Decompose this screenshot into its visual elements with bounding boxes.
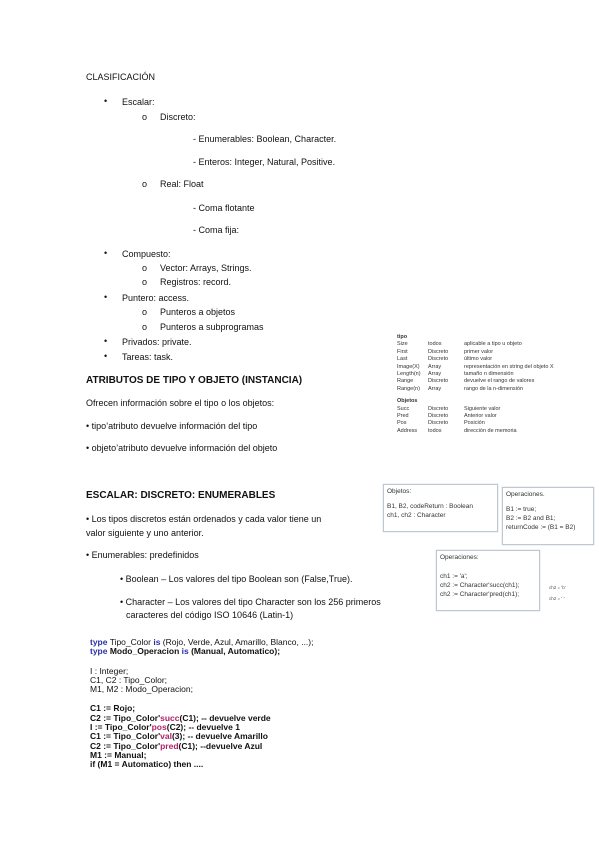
- table-cell: Discreto: [428, 378, 449, 385]
- registros-item: Registros: record.: [160, 277, 232, 287]
- objetos-box-line: B1, B2, codeReturn : Boolean: [387, 503, 474, 510]
- table-cell: rango de la n-dimensión: [464, 385, 524, 392]
- operaciones-boolean-box: [502, 487, 594, 545]
- code-line: type Modo_Operacion is (Manual, Automatico);: [90, 646, 281, 657]
- table-cell: todos: [428, 341, 442, 348]
- operaciones-box-line: ch2 := Character'succ(ch1);: [440, 582, 520, 589]
- table-row: [397, 428, 599, 435]
- character-item-line2: caracteres del código ISO 10646 (Latin-1): [126, 610, 294, 620]
- table-row: [397, 364, 599, 371]
- table-row: [397, 356, 599, 363]
- bullet: •: [104, 248, 108, 258]
- table-header-objetos: Objetos: [397, 398, 418, 405]
- objetos-box-title: Objetos:: [387, 488, 412, 495]
- bullet: •: [104, 292, 108, 302]
- table-cell: Array: [428, 385, 442, 392]
- table-row: [397, 413, 599, 420]
- section-title-enumerables: ESCALAR: DISCRETO: ENUMERABLES: [86, 490, 276, 501]
- vector-item: Vector: Arrays, Strings.: [160, 263, 252, 273]
- table-cell: tamaño n dimensión: [464, 371, 514, 378]
- table-cell: Discreto: [428, 413, 449, 420]
- table-row: [397, 406, 599, 413]
- table-cell: Pred: [397, 413, 409, 420]
- escalar-label: Escalar:: [122, 97, 155, 107]
- code-line: C1 := Tipo_Color'val(3); -- devuelve Amarillo: [90, 731, 268, 742]
- table-cell: representación en string del objeto X: [464, 363, 554, 370]
- code-line: if (M1 = Automatico) then ....: [90, 759, 204, 770]
- operaciones-box-line: B2 := B2 and B1;: [506, 515, 556, 522]
- objetos-box: [383, 484, 498, 532]
- code-line: C1, C2 : Tipo_Color;: [90, 674, 168, 685]
- table-cell: Last: [397, 356, 408, 363]
- table-header-tipo: tipo: [397, 334, 408, 340]
- operaciones-box-title: Operaciones.: [506, 491, 545, 498]
- table-cell: Succ: [397, 405, 410, 412]
- table-cell: Siguiente valor: [464, 405, 501, 412]
- operaciones-box-title: Operaciones:: [440, 554, 479, 561]
- bullet: •: [104, 351, 108, 361]
- atributos-intro: Ofrecen información sobre el tipo o los objetos:: [86, 398, 275, 408]
- boolean-item: • Boolean – Los valores del tipo Boolean son (False,True).: [120, 574, 353, 584]
- discreto-label: Discreto:: [160, 112, 196, 122]
- code-line: I := Tipo_Color'pos(C2); -- devuelve 1: [90, 722, 240, 733]
- table-cell: primer valor: [464, 348, 494, 355]
- operaciones-box-line: ch1 := 'a';: [440, 573, 468, 580]
- table-cell: Discreto: [428, 356, 449, 363]
- code-line: I : Integer;: [90, 665, 129, 676]
- enum-paragraph-line1: • Los tipos discretos están ordenados y cada valor tiene un: [86, 514, 322, 524]
- table-cell: Size: [397, 341, 408, 348]
- bullet: •: [104, 96, 108, 106]
- section-title-clasificacion: CLASIFICACIÓN: [86, 72, 156, 82]
- enum-paragraph-line2: valor siguiente y uno anterior.: [86, 528, 204, 538]
- table-row: [397, 349, 599, 356]
- table-cell: Discreto: [428, 348, 449, 355]
- atributos-item-tipo: • tipo’atributo devuelve información del tipo: [86, 421, 258, 431]
- table-row: [397, 378, 599, 385]
- compuesto-label: Compuesto:: [122, 249, 171, 259]
- punteros-subprogramas-item: Punteros a subprogramas: [160, 322, 264, 332]
- table-cell: aplicable a tipo u objeto: [464, 341, 522, 348]
- table-cell: Array: [428, 371, 442, 378]
- table-cell: Anterior valor: [464, 413, 497, 420]
- code-line: C2 := Tipo_Color'succ(C1); -- devuelve verde: [90, 712, 271, 723]
- code-line: M1 := Manual;: [90, 749, 147, 760]
- code-line: type Tipo_Color is (Rojo, Verde, Azul, Amarillo, Blanco, ...);: [90, 637, 314, 647]
- puntero-label: Puntero: access.: [122, 293, 190, 303]
- circle-bullet: o: [142, 179, 148, 189]
- objetos-box-line: ch1, ch2 : Character: [387, 512, 446, 519]
- operaciones-note: ch2 = '`': [549, 596, 565, 601]
- table-row: [397, 341, 599, 348]
- operaciones-box-line: ch2 := Character'pred(ch1);: [440, 591, 520, 598]
- code-line: C2 := Tipo_Color'pred(C1); --devuelve Azul: [90, 740, 263, 751]
- atributos-item-objeto: • objeto’atributo devuelve información del objeto: [86, 443, 278, 453]
- punteros-objetos-item: Punteros a objetos: [160, 307, 236, 317]
- table-cell: Discreto: [428, 405, 449, 412]
- circle-bullet: o: [142, 277, 148, 287]
- table-cell: Posición: [464, 420, 485, 427]
- table-cell: dirección de memoria: [464, 427, 517, 434]
- enteros-item: - Enteros: Integer, Natural, Positive.: [193, 157, 336, 167]
- coma-flotante-item: - Coma flotante: [193, 203, 255, 213]
- table-cell: Pos: [397, 420, 407, 427]
- table-row: [397, 420, 599, 427]
- character-item-line1: • Character – Los valores del tipo Character son los 256 primeros: [120, 597, 381, 607]
- circle-bullet: o: [142, 307, 148, 317]
- code-block: [90, 638, 314, 770]
- coma-fija-item: - Coma fija:: [193, 225, 240, 235]
- operaciones-box-line: B1 := true;: [506, 506, 537, 513]
- attribute-table: [397, 334, 599, 435]
- enum-predefinidos: • Enumerables: predefinidos: [86, 550, 199, 560]
- table-cell: Image(X): [397, 363, 420, 370]
- bullet: •: [104, 336, 108, 346]
- table-cell: Range(n): [397, 385, 420, 392]
- circle-bullet: o: [142, 263, 148, 273]
- table-cell: Discreto: [428, 420, 449, 427]
- table-cell: devuelve el rango de valores: [464, 378, 535, 385]
- table-cell: Array: [428, 363, 442, 370]
- table-cell: Address: [397, 427, 418, 434]
- real-label: Real: Float: [160, 179, 204, 189]
- table-cell: Length(n): [397, 371, 421, 378]
- enumerables-item: - Enumerables: Boolean, Character.: [193, 134, 337, 144]
- section-title-atributos: ATRIBUTOS DE TIPO Y OBJETO (INSTANCIA): [86, 375, 303, 386]
- circle-bullet: o: [142, 322, 148, 332]
- code-line: M1, M2 : Modo_Operacion;: [90, 684, 193, 695]
- circle-bullet: o: [142, 112, 148, 122]
- table-row: [397, 386, 599, 393]
- operaciones-box-line: returnCode := (B1 = B2): [506, 524, 576, 531]
- operaciones-note: ch2 = 'b': [549, 585, 566, 590]
- privados-label: Privados: private.: [122, 337, 192, 347]
- tareas-label: Tareas: task.: [122, 352, 174, 362]
- table-cell: último valor: [464, 356, 493, 363]
- code-line: C1 := Rojo;: [90, 703, 136, 714]
- operaciones-character-box: [436, 550, 540, 611]
- table-cell: todos: [428, 427, 442, 434]
- table-cell: First: [397, 348, 408, 355]
- table-cell: Range: [397, 378, 414, 385]
- table-row: [397, 371, 599, 378]
